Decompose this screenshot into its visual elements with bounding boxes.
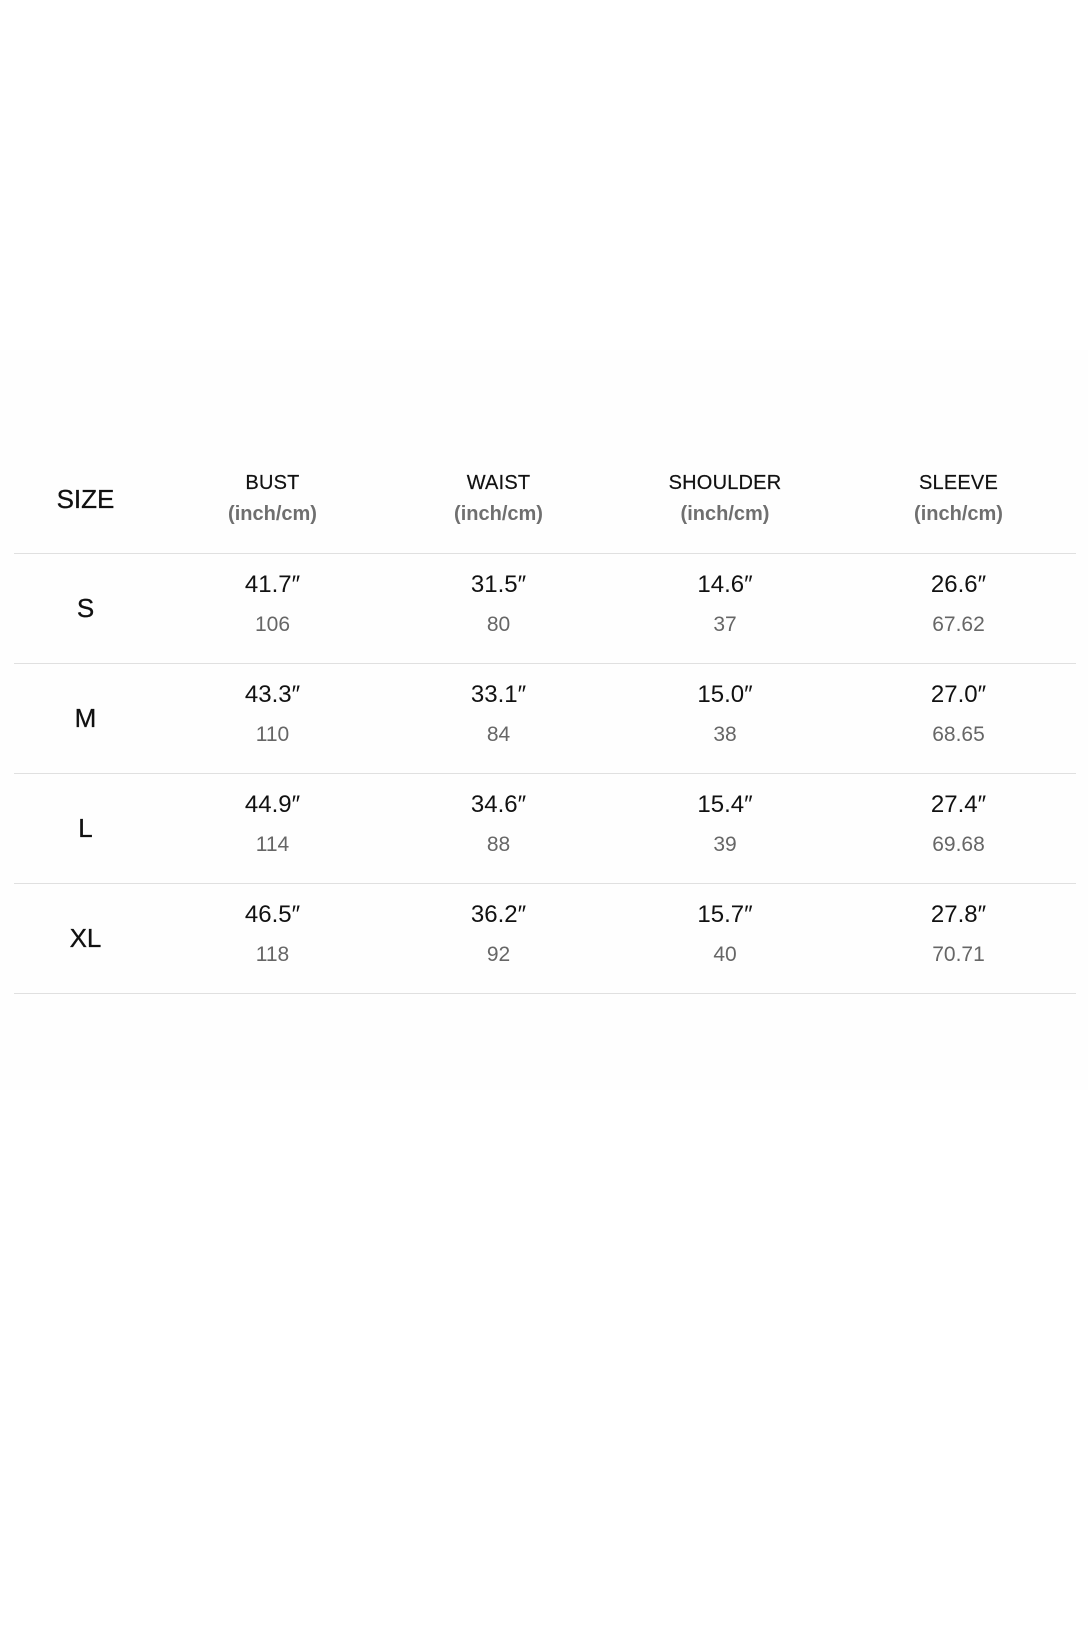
- bust-cell: [157, 663, 388, 773]
- cm-value: 88: [486, 833, 511, 856]
- inch-value: 15.0″: [697, 681, 753, 708]
- shoulder-cell: [609, 883, 841, 993]
- sleeve-cell: [841, 553, 1076, 663]
- inch-value: 33.1″: [470, 681, 527, 708]
- waist-cell: [388, 883, 609, 993]
- cm-value: 67.62: [932, 613, 985, 636]
- column-unit: (inch/cm): [680, 503, 770, 526]
- table-row: [14, 773, 1076, 883]
- inch-value: 34.6″: [470, 791, 527, 818]
- size-label: M: [74, 702, 97, 733]
- cm-value: 39: [713, 833, 737, 856]
- sleeve-column-header: [841, 452, 1076, 553]
- table-row: [14, 883, 1076, 993]
- cm-value: 110: [255, 723, 290, 746]
- bust-column-header: [157, 452, 388, 553]
- shoulder-cell: [609, 663, 841, 773]
- inch-value: 27.0″: [930, 681, 987, 708]
- size-column-header: [14, 452, 157, 553]
- sleeve-cell: [841, 773, 1076, 883]
- size-header-label: SIZE: [56, 483, 115, 514]
- bust-cell: [157, 883, 388, 993]
- column-title: SHOULDER: [668, 472, 782, 495]
- inch-value: 15.4″: [697, 791, 753, 818]
- sleeve-cell: [841, 883, 1076, 993]
- size-cell: [14, 773, 157, 883]
- waist-cell: [388, 773, 609, 883]
- shoulder-cell: [609, 773, 841, 883]
- inch-value: 27.4″: [930, 791, 987, 818]
- size-cell: [14, 553, 157, 663]
- waist-column-header: [388, 452, 609, 553]
- cm-value: 38: [713, 723, 737, 746]
- cm-value: 70.71: [932, 943, 985, 966]
- sleeve-cell: [841, 663, 1076, 773]
- bust-cell: [157, 553, 388, 663]
- cm-value: 84: [486, 723, 511, 746]
- bust-cell: [157, 773, 388, 883]
- inch-value: 36.2″: [470, 901, 527, 928]
- cm-value: 118: [255, 943, 290, 966]
- inch-value: 46.5″: [244, 901, 301, 928]
- cm-value: 40: [713, 943, 737, 966]
- cm-value: 80: [486, 613, 511, 636]
- size-label: XL: [69, 922, 102, 953]
- inch-value: 43.3″: [244, 681, 301, 708]
- inch-value: 44.9″: [244, 791, 301, 818]
- inch-value: 41.7″: [244, 571, 301, 598]
- cm-value: 37: [713, 613, 737, 636]
- inch-value: 26.6″: [930, 571, 987, 598]
- inch-value: 15.7″: [697, 901, 753, 928]
- size-label: L: [78, 812, 93, 843]
- column-title: WAIST: [466, 472, 531, 495]
- cm-value: 68.65: [932, 723, 985, 746]
- table-header-row: [14, 452, 1076, 553]
- size-chart-table: [14, 452, 1076, 994]
- table-row: [14, 553, 1076, 663]
- size-label: S: [76, 592, 95, 623]
- size-cell: [14, 663, 157, 773]
- inch-value: 31.5″: [470, 571, 527, 598]
- cm-value: 69.68: [932, 833, 985, 856]
- column-title: SLEEVE: [918, 472, 999, 495]
- column-unit: (inch/cm): [228, 503, 317, 526]
- shoulder-column-header: [609, 452, 841, 553]
- cm-value: 106: [254, 613, 291, 636]
- shoulder-cell: [609, 553, 841, 663]
- column-unit: (inch/cm): [914, 503, 1003, 526]
- waist-cell: [388, 663, 609, 773]
- table-row: [14, 663, 1076, 773]
- column-title: BUST: [245, 472, 300, 495]
- size-cell: [14, 883, 157, 993]
- inch-value: 14.6″: [697, 571, 753, 598]
- column-unit: (inch/cm): [454, 503, 543, 526]
- waist-cell: [388, 553, 609, 663]
- inch-value: 27.8″: [930, 901, 987, 928]
- cm-value: 92: [486, 943, 511, 966]
- cm-value: 114: [255, 833, 290, 856]
